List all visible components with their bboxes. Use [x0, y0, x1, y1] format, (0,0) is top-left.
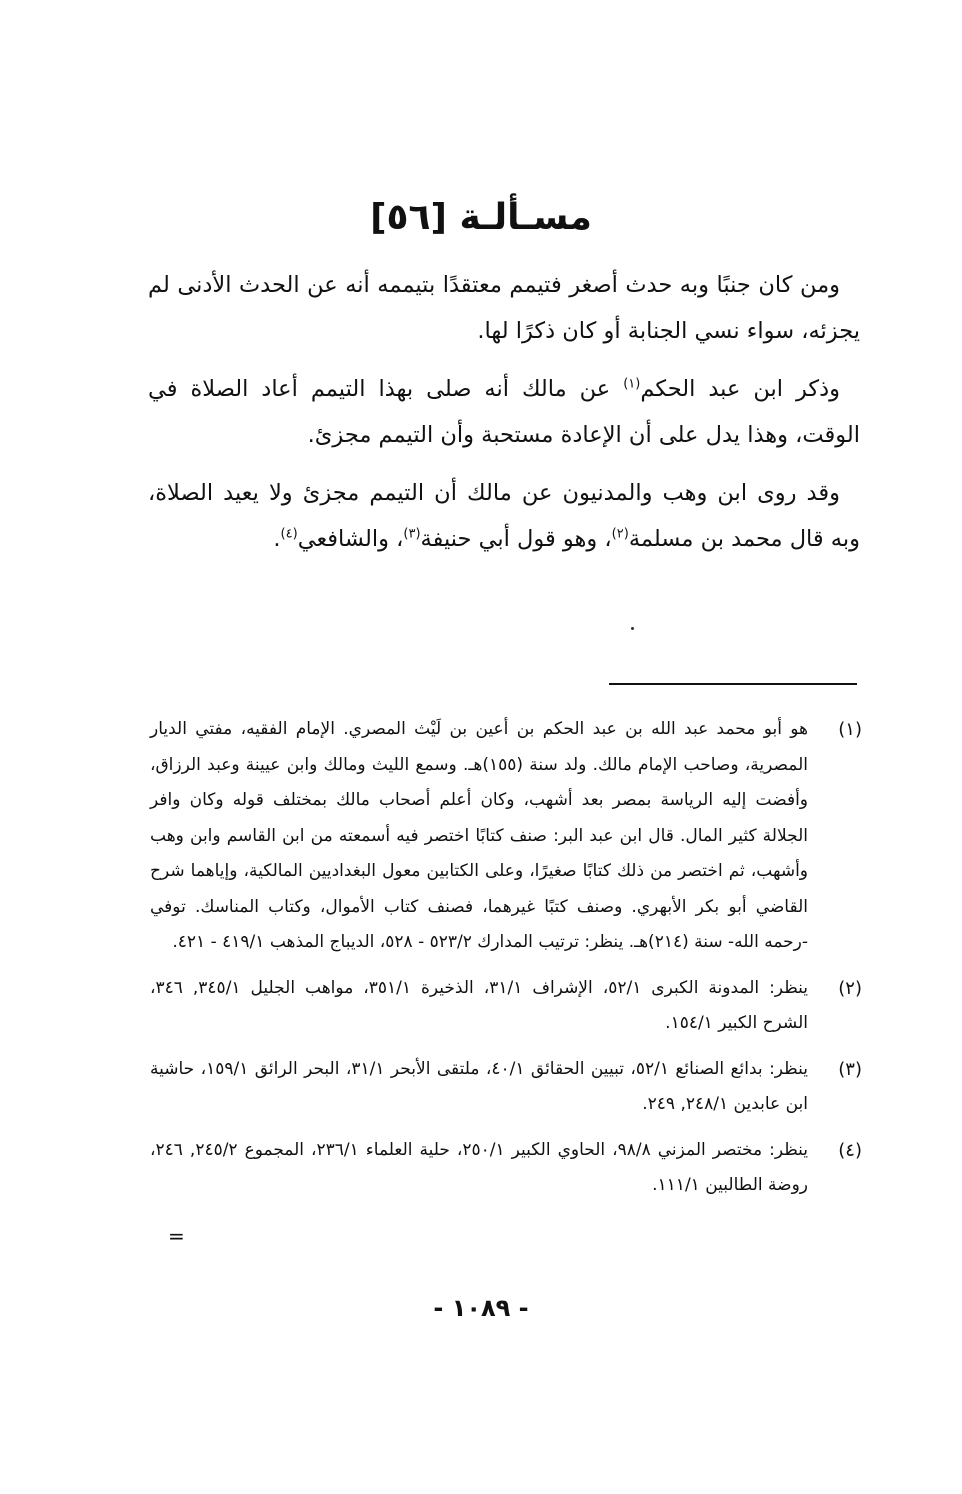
- page-number: - ١٠٨٩ -: [433, 1294, 529, 1322]
- footnote-1: [150, 712, 862, 961]
- paragraph-1-text: ومن كان جنبًا وبه حدث أصغر فتيمم معتقدًا بتيممه أنه عن الحدث الأدنى لم يجزئه، سواء نسي الجنابة أو كان ذكرًا لها.: [148, 272, 860, 344]
- footnote-2-number: (٢): [838, 977, 862, 999]
- paragraph-2-seg1: وذكر ابن عبد الحكم: [640, 376, 840, 402]
- footnote-1-number: (١): [838, 719, 862, 740]
- footnote-3-text: ينظر: بدائع الصنائع ٥٢/١، تبيين الحقائق ٤٠/١، ملتقى الأبحر ٣١/١، البحر الرائق ١٥٩/١، حاشية ابن عابدين ٢٤٨/١, ٢٤٩.: [150, 1058, 808, 1114]
- paragraph-3: [148, 470, 860, 562]
- footnote-2: [150, 971, 862, 1042]
- footnote-ref-1[interactable]: (١): [623, 376, 641, 392]
- footnote-1-text: هو أبو محمد عبد الله بن عبد الحكم بن أعين بن لَيْث المصري. الإمام الفقيه، مفتي الديار المصرية، وصاحب الإمام مالك. ولد سنة (١٥٥)هـ. وسمع الليث ومالك وابن عيينة وعبد الرزاق، وأفضت إليه الرياسة بمصر بعد أشهب، وكان أعلم أصحاب مالك بمختلف قوله وكان وافر الجلالة كثير المال. قال ابن عبد البر: صنف كتابًا اختصر فيه أسمعته من ابن القاسم وابن وهب وأشهب، ثم اختصر من ذلك كتابًا صغيرًا، وعلى الكتابين معول البغداديين المالكية، وإياهما شرح القاضي أبو بكر الأبهري. وصنف كتبًا غيرهما، فصنف كتاب الأموال، وكتاب المناسك. توفي -رحمه الله- سنة (٢١٤)هـ. ينظر: ترتيب المدارك ٥٢٣/٢ - ٥٢٨، الديباج المذهب ٤١٩/١ - ٤٢١.: [150, 719, 808, 952]
- paragraph-3-seg4: .: [273, 526, 281, 552]
- footnote-ref-3[interactable]: (٣): [403, 526, 421, 542]
- footnote-3-number: (٣): [838, 1058, 862, 1080]
- paragraph-3-seg1: وقد روى ابن وهب والمدنيون عن مالك أن التيمم مجزئ ولا يعيد الصلاة، وبه قال محمد بن مسلمة: [148, 480, 860, 552]
- footnote-ref-4[interactable]: (٤): [280, 526, 298, 542]
- footnote-4-text: ينظر: مختصر المزني ٩٨/٨، الحاوي الكبير ٢٥٠/١، حلية العلماء ٢٣٦/١، المجموع ٢٤٥/٢, ٢٤٦، روضة الطالبين ١١١/١.: [150, 1139, 809, 1195]
- stray-dot: [631, 627, 634, 630]
- footnote-4: [150, 1133, 862, 1204]
- issue-heading: [٥٦] مسـألـة: [370, 197, 592, 238]
- footnote-ref-2[interactable]: (٢): [611, 526, 629, 542]
- continuation-mark: =: [168, 1224, 185, 1248]
- paragraph-1: [148, 262, 860, 354]
- paragraph-3-seg2: ، وهو قول أبي حنيفة: [420, 526, 612, 552]
- paragraph-2: [148, 366, 860, 458]
- paragraph-2-seg2: عن مالك أنه صلى بهذا التيمم أعاد الصلاة في الوقت، وهذا يدل على أن الإعادة مستحبة وأن التيمم مجزئ.: [148, 376, 860, 448]
- footnote-3: [150, 1052, 862, 1123]
- main-text: [148, 262, 860, 574]
- footnote-separator: [609, 683, 857, 685]
- footnotes-section: [150, 712, 862, 1214]
- footnote-2-text: ينظر: المدونة الكبرى ٥٢/١، الإشراف ٣١/١، الذخيرة ٣٥١/١، مواهب الجليل ٣٤٥/١, ٣٤٦، الشرح الكبير ١٥٤/١.: [150, 977, 808, 1033]
- paragraph-3-seg3: ، والشافعي: [297, 526, 404, 552]
- footnote-4-number: (٤): [838, 1139, 862, 1161]
